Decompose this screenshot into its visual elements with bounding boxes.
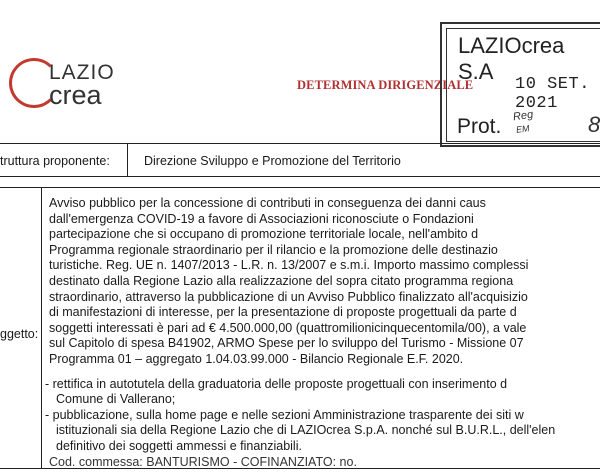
oggetto-text	[45, 196, 600, 470]
struttura-value: Direzione Sviluppo e Promozione del Territorio	[144, 154, 401, 168]
logo-crea-text: crea	[49, 80, 102, 110]
paragraph-line: Programma 01 – aggregato 1.04.03.99.000 - Bilancio Regionale E.F. 2020.	[49, 351, 464, 366]
document-title: DETERMINA DIRIGENZIALE	[297, 78, 474, 92]
stamp-date: 10 SET. 2021	[515, 75, 590, 113]
paragraph-line: turistiche. Reg. UE n. 1407/2013 - L.R. n. 13/2007 e s.m.i. Importo massimo complessi	[49, 258, 529, 273]
bullet-line: istituzionali sia della Regione Lazio che di LAZIOcrea S.p.A. nonché sul B.U.R.L., dell'elen	[56, 423, 556, 438]
stamp-handwriting-reg: Reg	[512, 108, 534, 124]
oggetto-bullet-list	[45, 376, 600, 455]
paragraph-line: destinato dalla Regione Lazio alla realizzazione del sopra citato programma regiona	[49, 273, 514, 288]
stamp-handwriting-num: EM	[515, 123, 531, 135]
paragraph-line: Avviso pubblico per la concessione di contributi in conseguenza dei danni caus	[49, 196, 486, 210]
table-row-divider	[0, 176, 600, 177]
oggetto-paragraph	[49, 196, 600, 368]
bullet-line: definitivo dei soggetti ammessi e finanziabili.	[56, 438, 302, 453]
table-row-divider-2	[0, 187, 600, 188]
paragraph-line: dall'emergenza COVID-19 a favore di Associazioni riconosciute o Fondazioni	[49, 211, 474, 226]
struttura-column-divider	[127, 143, 128, 177]
paragraph-line: di manifestazioni di interesse, per la presentazione di proposte progettuali da parte d	[49, 305, 517, 320]
paragraph-line: sul Capitolo di spesa B41902, ARMO Spese per lo sviluppo del Turismo - Missione 07	[49, 336, 524, 351]
paragraph-line: partecipazione che si occupano di promozione territoriale locale, nell'ambito d	[49, 227, 479, 242]
oggetto-label: ggetto:	[0, 327, 39, 341]
stamp-handwriting-tail: 8	[588, 112, 600, 137]
table-top-border	[0, 143, 600, 144]
stamp-prot-label: Prot.	[457, 115, 502, 138]
bullet-line: - rettifica in autotutela della graduatoria delle proposte progettuali con inserimento d	[45, 376, 508, 391]
cod-commessa: Cod. commessa: BANTURISMO - COFINANZIATO: no.	[49, 454, 357, 469]
bullet-line: - pubblicazione, sulla home page e nelle sezioni Amministrazione trasparente dei siti w	[45, 407, 524, 422]
struttura-label: truttura proponente:	[0, 154, 110, 168]
paragraph-line: soggetti interessati è pari ad € 4.500.000,00 (quattromilionicinquecentomila/00), a vale	[49, 320, 527, 335]
bullet-line: Comune di Vallerano;	[56, 392, 176, 407]
paragraph-line: Programma regionale straordinario per il rilancio e la promozione delle destinazio	[49, 242, 498, 257]
paragraph-line: straordinario, attraverso la pubblicazione di un Avviso Pubblico finalizzato all'acquisizio	[49, 289, 528, 304]
oggetto-column-divider	[41, 187, 42, 469]
logo-lazio-text: LAZIO	[49, 61, 115, 84]
stamp-company-name: LAZIOcrea S.A	[458, 33, 565, 84]
